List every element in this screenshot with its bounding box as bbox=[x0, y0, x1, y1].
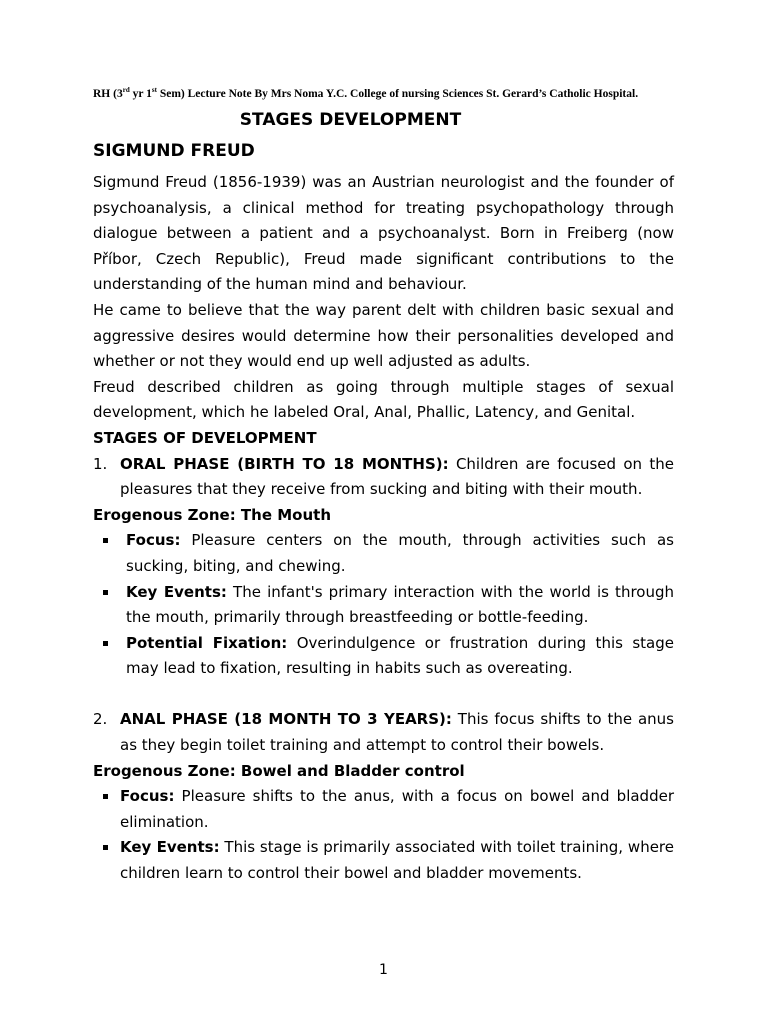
bullet-label: Key Events: bbox=[120, 838, 220, 857]
page-title: STAGES DEVELOPMENT bbox=[239, 110, 462, 130]
header-superscript: st bbox=[151, 86, 157, 94]
stages-heading: STAGES OF DEVELOPMENT bbox=[93, 428, 317, 447]
bullet-square-icon bbox=[93, 835, 120, 886]
bullet-text: Overindulgence or frustration during this stage may lead to fixation, resulting in habits such as overeating. bbox=[126, 633, 674, 678]
stage-item bbox=[93, 707, 674, 758]
stage-title: ORAL PHASE (BIRTH TO 18 MONTHS): bbox=[120, 454, 449, 473]
header-text: RH (3 bbox=[93, 87, 123, 100]
bullet-label: Potential Fixation: bbox=[126, 633, 288, 652]
bullet-text: The infant's primary interaction with the world is through the mouth, primarily through breastfeeding or bottle-feeding. bbox=[126, 582, 674, 627]
stage-bullet-list bbox=[93, 528, 674, 682]
bullet-square-icon bbox=[93, 784, 120, 835]
bullet-label: Focus: bbox=[120, 787, 175, 806]
bullet-label: Focus: bbox=[126, 531, 181, 550]
stage-description bbox=[120, 707, 674, 758]
list-item bbox=[93, 835, 674, 886]
header-superscript: rd bbox=[122, 86, 130, 94]
list-item bbox=[93, 631, 674, 682]
bullet-square-icon bbox=[93, 580, 126, 631]
intro-paragraph: Freud described children as going through multiple stages of sexual development, which he labeled Oral, Anal, Phallic, Latency, and Genital. bbox=[93, 377, 674, 422]
bullet-square-icon bbox=[93, 631, 126, 682]
document-body bbox=[93, 170, 674, 887]
page-number: 1 bbox=[379, 962, 388, 978]
erogenous-zone: Erogenous Zone: Bowel and Bladder control bbox=[93, 761, 465, 780]
list-item bbox=[93, 580, 674, 631]
lecture-header bbox=[93, 86, 674, 100]
bullet-text: This stage is primarily associated with toilet training, where children learn to control their bowel and bladder movements. bbox=[120, 838, 674, 883]
bullet-label: Key Events: bbox=[126, 582, 227, 601]
erogenous-zone: Erogenous Zone: The Mouth bbox=[93, 505, 331, 524]
stage-title: ANAL PHASE (18 MONTH TO 3 YEARS): bbox=[120, 710, 452, 729]
spacer bbox=[93, 682, 674, 708]
stage-text: Children are focused on the pleasures that they receive from sucking and biting with their mouth. bbox=[120, 454, 674, 499]
section-heading-freud: SIGMUND FREUD bbox=[93, 141, 255, 161]
stage-number: 1. bbox=[93, 454, 108, 473]
intro-paragraph: He came to believe that the way parent delt with children basic sexual and aggressive desires would determine how their personalities developed and whether or not they would end up well adjusted as adults. bbox=[93, 300, 674, 371]
list-item bbox=[93, 528, 674, 579]
stage-number: 2. bbox=[93, 710, 108, 729]
bullet-text: Pleasure shifts to the anus, with a focus on bowel and bladder elimination. bbox=[120, 787, 674, 831]
intro-paragraph: Sigmund Freud (1856-1939) was an Austrian neurologist and the founder of psychoanalysis, a clinical method for treating psychopathology through dialogue between a patient and a psychoanalyst. Born in Freiberg (now Příbor, Czech Republic), Freud made significant contributions to the understanding of the human mind and behaviour. bbox=[93, 173, 674, 294]
header-text: Sem) Lecture Note By Mrs Noma Y.C. College of nursing Sciences St. Gerard’s Catholic Hospital. bbox=[156, 87, 639, 100]
header-text: yr 1 bbox=[129, 87, 152, 100]
stage-description bbox=[120, 452, 674, 503]
stage-item bbox=[93, 452, 674, 503]
stage-bullet-list bbox=[93, 784, 674, 886]
list-item bbox=[93, 784, 674, 835]
bullet-square-icon bbox=[93, 528, 126, 579]
bullet-text: Pleasure centers on the mouth, through activities such as sucking, biting, and chewing. bbox=[126, 531, 674, 575]
stage-text: This focus shifts to the anus as they begin toilet training and attempt to control their bowels. bbox=[120, 710, 674, 755]
